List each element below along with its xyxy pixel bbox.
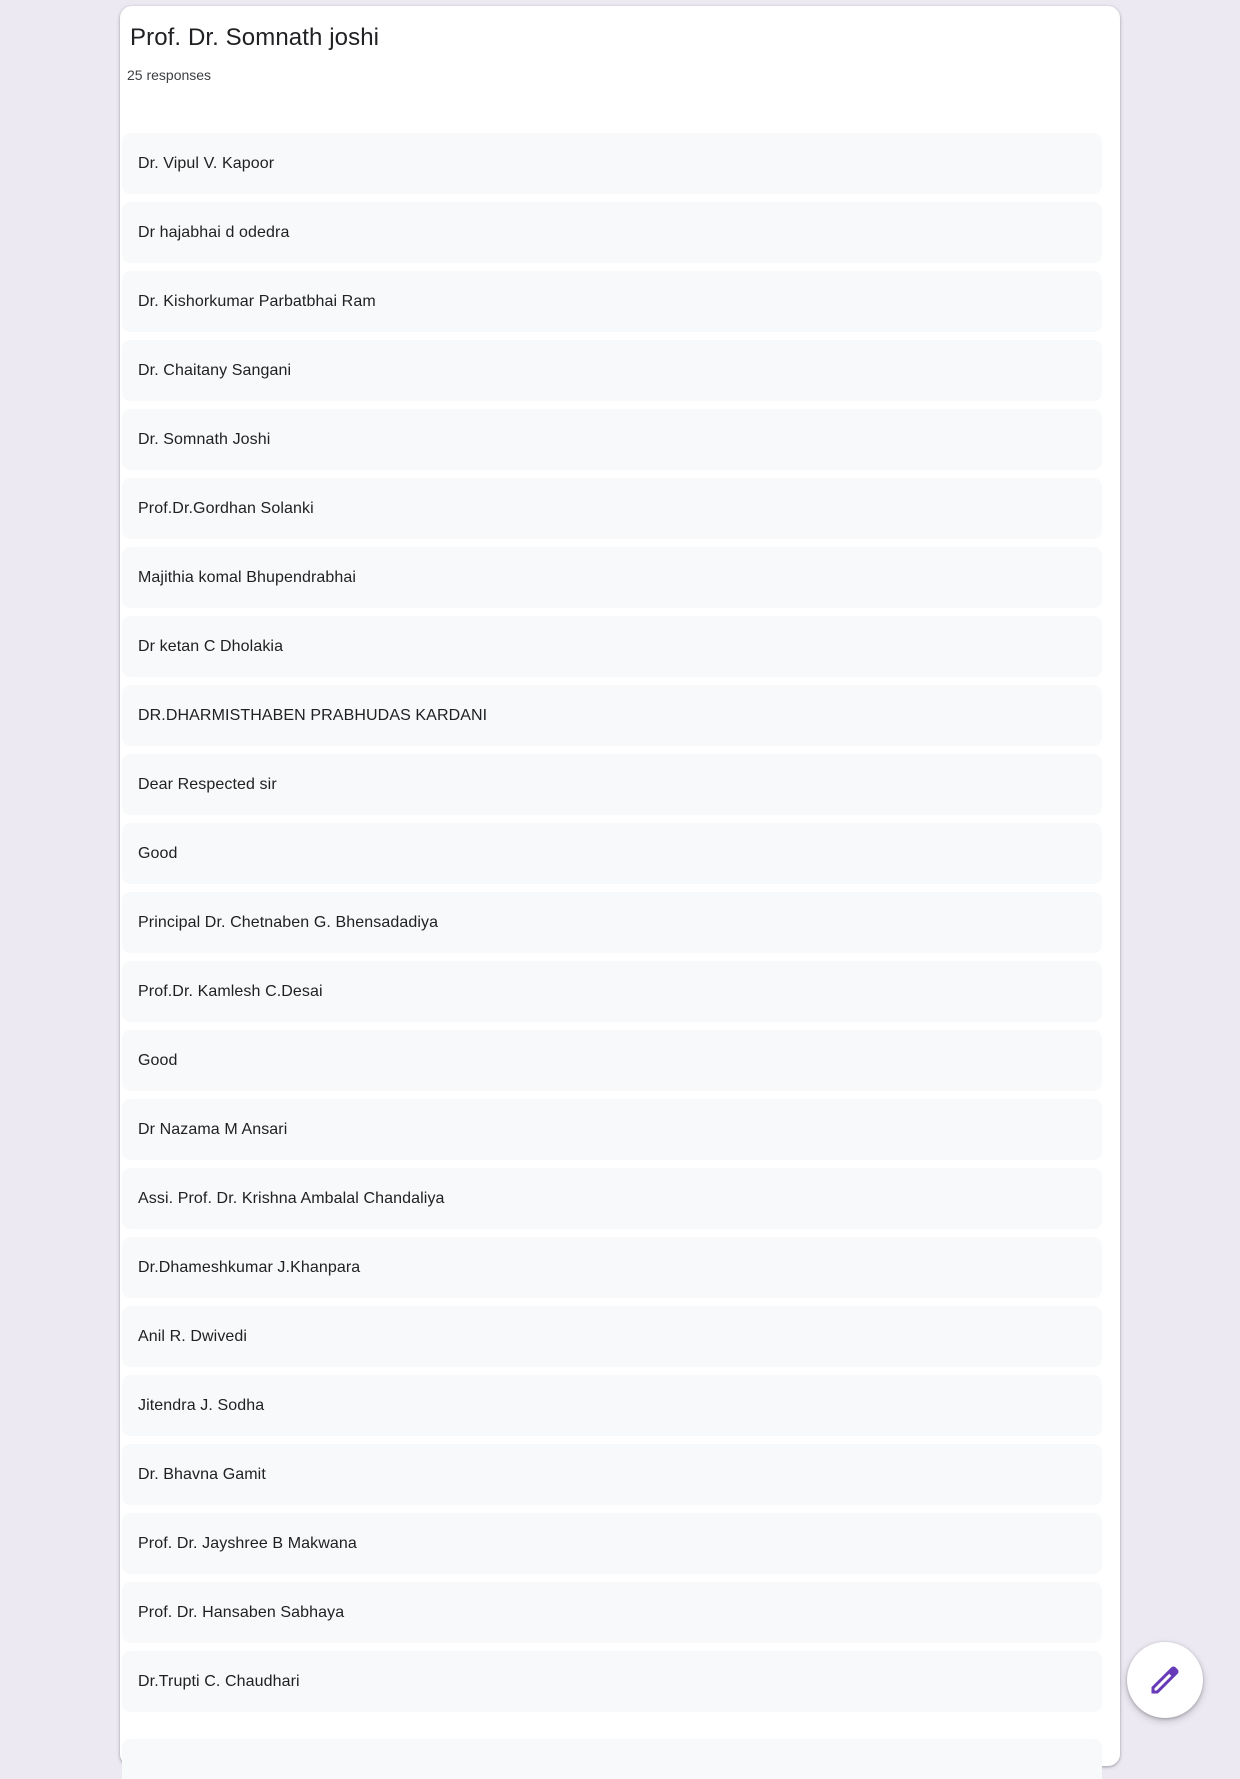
response-row xyxy=(122,271,1102,332)
response-text: Prof. Dr. Jayshree B Makwana xyxy=(138,1534,357,1552)
response-row xyxy=(122,202,1102,263)
response-text: Dr Nazama M Ansari xyxy=(138,1120,288,1138)
response-text: Jitendra J. Sodha xyxy=(138,1396,265,1414)
responses-count: 25 responses xyxy=(127,67,212,83)
question-responses-card xyxy=(120,6,1120,1766)
response-text: Dr. Kishorkumar Parbatbhai Ram xyxy=(138,292,376,310)
response-row xyxy=(122,1651,1102,1712)
responses-list xyxy=(120,133,1120,1779)
response-text: Dr. Vipul V. Kapoor xyxy=(138,154,275,172)
response-row xyxy=(122,1582,1102,1643)
response-text: Good xyxy=(138,844,178,862)
response-row xyxy=(122,823,1102,884)
response-row xyxy=(122,1513,1102,1574)
response-text: Assi. Prof. Dr. Krishna Ambalal Chandaliya xyxy=(138,1189,445,1207)
response-text: Prof. Dr. Hansaben Sabhaya xyxy=(138,1603,345,1621)
response-row xyxy=(122,409,1102,470)
response-row xyxy=(122,754,1102,815)
response-text: Prof.Dr.Gordhan Solanki xyxy=(138,499,314,517)
response-text: Principal Dr. Chetnaben G. Bhensadadiya xyxy=(138,913,439,931)
response-row-partial xyxy=(122,1739,1102,1779)
response-row xyxy=(122,340,1102,401)
response-row xyxy=(122,1237,1102,1298)
question-title: Prof. Dr. Somnath joshi xyxy=(130,24,380,51)
response-text: Anil R. Dwivedi xyxy=(138,1327,248,1345)
response-row xyxy=(122,1444,1102,1505)
edit-form-button[interactable] xyxy=(1127,1642,1203,1718)
response-row xyxy=(122,1030,1102,1091)
response-text: Dr.Dhameshkumar J.Khanpara xyxy=(138,1258,361,1276)
response-row xyxy=(122,1168,1102,1229)
response-text: DR.DHARMISTHABEN PRABHUDAS KARDANI xyxy=(138,706,488,724)
response-row xyxy=(122,616,1102,677)
response-text: Dear Respected sir xyxy=(138,775,277,793)
response-text: Dr. Chaitany Sangani xyxy=(138,361,292,379)
response-row xyxy=(122,1306,1102,1367)
card-header xyxy=(120,6,1120,84)
response-text: Majithia komal Bhupendrabhai xyxy=(138,568,357,586)
response-text: Dr ketan C Dholakia xyxy=(138,637,284,655)
edit-pencil-icon xyxy=(1147,1662,1183,1698)
response-row xyxy=(122,961,1102,1022)
response-row xyxy=(122,478,1102,539)
response-text: Prof.Dr. Kamlesh C.Desai xyxy=(138,982,323,1000)
response-row xyxy=(122,133,1102,194)
response-row xyxy=(122,892,1102,953)
response-text: Good xyxy=(138,1051,178,1069)
response-row xyxy=(122,547,1102,608)
response-row xyxy=(122,685,1102,746)
response-text: Dr. Somnath Joshi xyxy=(138,430,271,448)
response-row xyxy=(122,1375,1102,1436)
response-text: Dr hajabhai d odedra xyxy=(138,223,290,241)
response-text: Dr. Bhavna Gamit xyxy=(138,1465,266,1483)
response-row xyxy=(122,1099,1102,1160)
response-text: Dr.Trupti C. Chaudhari xyxy=(138,1672,300,1690)
